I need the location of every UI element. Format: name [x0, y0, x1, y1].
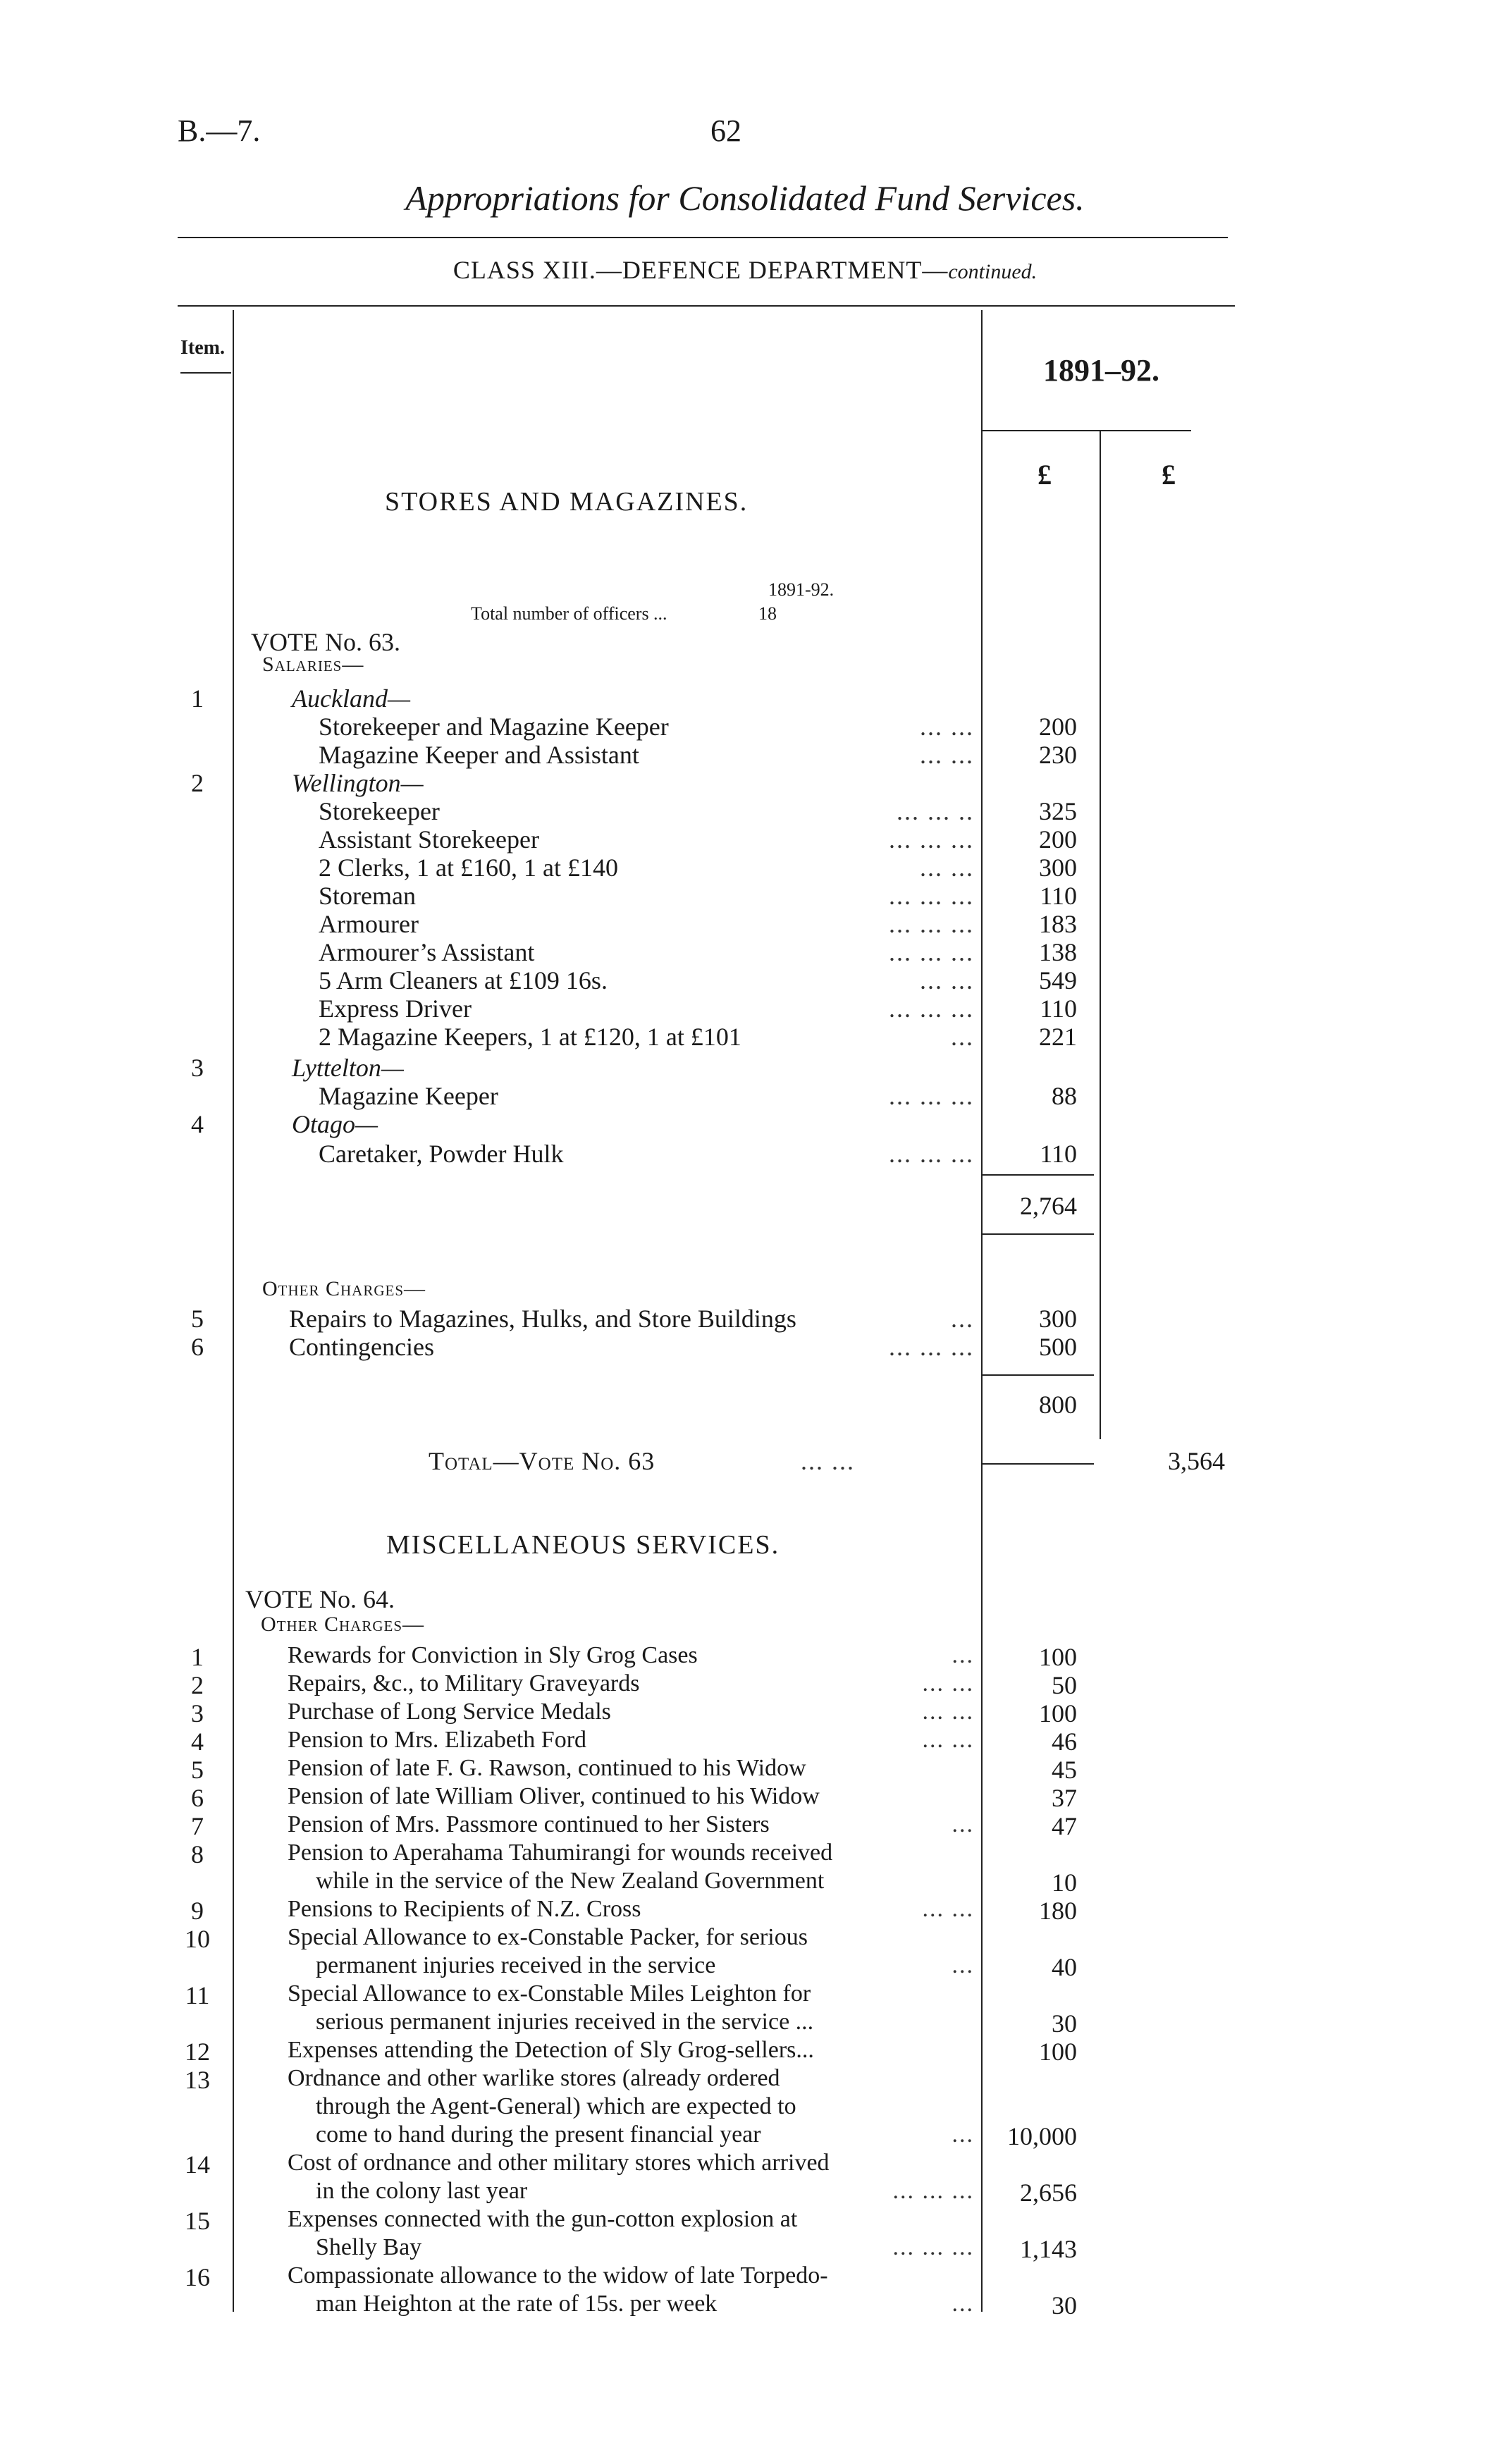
leader-dots: ... ...: [922, 1699, 974, 1725]
line-item-amount: 10,000: [1007, 2122, 1077, 2150]
stores-heading: STORES AND MAGAZINES.: [385, 487, 749, 517]
line-item-amount: 183: [1039, 910, 1077, 938]
line-item-description: while in the service of the New Zealand Government: [316, 1868, 825, 1894]
vote-63-label: VOTE No. 63.: [251, 628, 400, 656]
line-item-description: man Heighton at the rate of 15s. per week: [316, 2291, 718, 2317]
item-column-rule: [233, 310, 234, 2312]
item-number: 1: [191, 1643, 204, 1671]
line-item-description: Express Driver: [319, 994, 472, 1023]
line-item-description: Assistant Storekeeper: [319, 825, 539, 854]
item-number: 2: [191, 769, 204, 797]
item-number: 11: [185, 1981, 210, 2009]
leader-dots: ... ...: [922, 1727, 974, 1753]
leader-dots: ... ... ..: [897, 797, 974, 825]
line-item-description: Pension of Mrs. Passmore continued to her Sisters: [288, 1811, 770, 1837]
line-item-amount: 2,656: [1020, 2179, 1077, 2207]
line-item-amount: 200: [1039, 713, 1077, 741]
line-item-amount: 1,143: [1020, 2235, 1077, 2263]
total-column-rule: [1100, 431, 1101, 1439]
line-item-description: Pension of late William Oliver, continued to his Widow: [288, 1783, 820, 1809]
item-column-header: Item.: [180, 337, 225, 359]
line-item-description: Rewards for Conviction in Sly Grog Cases: [288, 1642, 698, 1668]
line-item-amount: 110: [1040, 1140, 1077, 1168]
line-item-description: Armourer: [319, 910, 419, 938]
line-item-description: Cost of ordnance and other military stores which arrived: [288, 2150, 830, 2176]
officers-year: 1891-92.: [768, 579, 835, 600]
line-item-description: Special Allowance to ex-Constable Miles Leighton for: [288, 1981, 811, 2007]
line-item-amount: 200: [1039, 825, 1077, 854]
line-item-amount: 325: [1039, 797, 1077, 825]
vote-63-total-dots: ... ...: [801, 1447, 855, 1475]
line-item-description: Repairs, &c., to Military Graveyards: [288, 1670, 640, 1696]
leader-dots: ... ... ...: [892, 2178, 974, 2204]
line-item-amount: 30: [1052, 2009, 1077, 2038]
line-item-amount: 45: [1052, 1756, 1077, 1784]
leader-dots: ...: [952, 1952, 974, 1978]
item-number: 7: [191, 1812, 204, 1840]
line-item-description: Expenses attending the Detection of Sly Grog-sellers...: [288, 2037, 814, 2063]
line-item-amount: 10: [1052, 1868, 1077, 1897]
line-item-description: Pension of late F. G. Rawson, continued to his Widow: [288, 1755, 806, 1781]
line-item-description: through the Agent-General) which are expected to: [316, 2093, 796, 2119]
station-heading: Otago—: [292, 1110, 378, 1138]
salaries-label: Salaries—: [262, 653, 364, 676]
title-rule: [178, 237, 1228, 238]
page-title: Appropriations for Consolidated Fund Services.: [405, 178, 1085, 218]
leader-dots: ... ... ...: [889, 882, 974, 910]
line-item-description: 2 Clerks, 1 at £160, 1 at £140: [319, 854, 618, 882]
leader-dots: ...: [951, 1305, 974, 1333]
misc-heading: MISCELLANEOUS SERVICES.: [386, 1530, 780, 1560]
item-number: 6: [191, 1784, 204, 1812]
line-item-description: Pensions to Recipients of N.Z. Cross: [288, 1896, 641, 1922]
line-item-description: in the colony last year: [316, 2178, 528, 2204]
pound-column-2: £: [1162, 459, 1176, 491]
leader-dots: ... ...: [922, 1670, 974, 1696]
line-item-amount: 300: [1039, 1305, 1077, 1333]
line-item-description: Storekeeper and Magazine Keeper: [319, 713, 669, 741]
leader-dots: ... ...: [920, 741, 974, 769]
line-item-description: serious permanent injuries received in the service ...: [316, 2009, 814, 2035]
line-item-amount: 180: [1039, 1897, 1077, 1925]
line-item-description: Shelly Bay: [316, 2234, 422, 2260]
line-item-amount: 100: [1039, 1643, 1077, 1671]
vote-63-total-rule: [981, 1463, 1094, 1465]
line-item-amount: 40: [1052, 1953, 1077, 1981]
line-item-amount: 138: [1039, 938, 1077, 966]
line-item-description: 5 Arm Cleaners at £109 16s.: [319, 966, 608, 994]
line-item-description: Magazine Keeper: [319, 1082, 498, 1110]
item-number: 3: [191, 1699, 204, 1727]
line-item-amount: 88: [1052, 1082, 1077, 1110]
document-reference: B.—7.: [178, 113, 261, 148]
line-item-description: Pension to Mrs. Elizabeth Ford: [288, 1727, 587, 1753]
table-top-rule: [178, 305, 1235, 307]
line-item-description: permanent injuries received in the service: [316, 1952, 716, 1978]
line-item-description: Special Allowance to ex-Constable Packer, for serious: [288, 1924, 808, 1950]
vote-63-total-label: Total—Vote No. 63: [429, 1447, 655, 1475]
item-number: 9: [191, 1897, 204, 1925]
line-item-amount: 50: [1052, 1671, 1077, 1699]
line-item-description: Caretaker, Powder Hulk: [319, 1140, 564, 1168]
item-number: 16: [185, 2263, 210, 2291]
line-item-description: Repairs to Magazines, Hulks, and Store Buildings: [289, 1305, 796, 1333]
other-subtotal-rule: [981, 1374, 1094, 1376]
page-number: 62: [710, 113, 741, 148]
station-heading: Lyttelton—: [292, 1054, 404, 1082]
item-header-rule: [180, 372, 231, 374]
salaries-subtotal: 2,764: [1020, 1192, 1077, 1220]
leader-dots: ... ... ...: [892, 2234, 974, 2260]
officers-count: 18: [758, 603, 777, 624]
item-number: 14: [185, 2150, 210, 2179]
line-item-amount: 500: [1039, 1333, 1077, 1361]
salaries-subtotal-rule: [981, 1174, 1094, 1176]
line-item-amount: 100: [1039, 2038, 1077, 2066]
line-item-description: Ordnance and other warlike stores (already ordered: [288, 2065, 780, 2091]
leader-dots: ... ... ...: [889, 1333, 974, 1361]
line-item-amount: 110: [1040, 994, 1077, 1023]
line-item-description: Compassionate allowance to the widow of late Torpedo-: [288, 2262, 828, 2289]
line-item-amount: 110: [1040, 882, 1077, 910]
item-number: 2: [191, 1671, 204, 1699]
line-item-description: Storeman: [319, 882, 416, 910]
line-item-description: Contingencies: [289, 1333, 434, 1361]
leader-dots: ... ...: [920, 966, 974, 994]
line-item-description: Magazine Keeper and Assistant: [319, 741, 639, 769]
item-number: 4: [191, 1110, 204, 1138]
item-number: 15: [185, 2207, 210, 2235]
leader-dots: ... ... ...: [889, 825, 974, 854]
item-number: 6: [191, 1333, 204, 1361]
leader-dots: ... ...: [920, 854, 974, 882]
item-number: 5: [191, 1305, 204, 1333]
class-heading: CLASS XIII.—DEFENCE DEPARTMENT—continued.: [452, 256, 1038, 284]
year-column-header: 1891–92.: [1043, 353, 1159, 388]
line-item-amount: 230: [1039, 741, 1077, 769]
item-number: 3: [191, 1054, 204, 1082]
item-number: 13: [185, 2066, 210, 2094]
line-item-description: Storekeeper: [319, 797, 440, 825]
vote-63-total: 3,564: [1168, 1447, 1225, 1475]
leader-dots: ... ...: [920, 713, 974, 741]
leader-dots: ...: [952, 2291, 974, 2317]
station-heading: Auckland—: [292, 684, 410, 713]
line-item-amount: 37: [1052, 1784, 1077, 1812]
item-number: 10: [185, 1925, 210, 1953]
amount-column-rule: [981, 310, 983, 2312]
line-item-description: 2 Magazine Keepers, 1 at £120, 1 at £101: [319, 1023, 741, 1051]
leader-dots: ... ... ...: [889, 910, 974, 938]
line-item-amount: 221: [1039, 1023, 1077, 1051]
line-item-amount: 549: [1039, 966, 1077, 994]
leader-dots: ... ... ...: [889, 1140, 974, 1168]
leader-dots: ... ...: [922, 1896, 974, 1922]
other-subtotal: 800: [1039, 1391, 1077, 1419]
vote-64-label: VOTE No. 64.: [245, 1585, 395, 1613]
line-item-amount: 47: [1052, 1812, 1077, 1840]
item-number: 1: [191, 684, 204, 713]
officers-label: Total number of officers ...: [471, 603, 667, 624]
pound-column-1: £: [1038, 459, 1052, 491]
leader-dots: ...: [952, 2121, 974, 2148]
leader-dots: ...: [951, 1023, 974, 1051]
leader-dots: ... ... ...: [889, 994, 974, 1023]
year-header-rule: [981, 430, 1191, 431]
station-heading: Wellington—: [292, 769, 424, 797]
line-item-description: Purchase of Long Service Medals: [288, 1699, 611, 1725]
line-item-amount: 46: [1052, 1727, 1077, 1756]
item-number: 12: [185, 2038, 210, 2066]
line-item-description: Armourer’s Assistant: [319, 938, 535, 966]
misc-other-charges-label: Other Charges—: [261, 1613, 425, 1636]
item-number: 5: [191, 1756, 204, 1784]
line-item-description: come to hand during the present financial year: [316, 2121, 761, 2148]
salaries-subtotal-underline: [981, 1233, 1094, 1235]
leader-dots: ... ... ...: [889, 1082, 974, 1110]
leader-dots: ...: [952, 1811, 974, 1837]
line-item-amount: 30: [1052, 2291, 1077, 2320]
line-item-amount: 100: [1039, 1699, 1077, 1727]
item-number: 8: [191, 1840, 204, 1868]
leader-dots: ... ... ...: [889, 938, 974, 966]
leader-dots: ...: [952, 1642, 974, 1668]
line-item-amount: 300: [1039, 854, 1077, 882]
line-item-description: Pension to Aperahama Tahumirangi for wounds received: [288, 1840, 833, 1866]
line-item-description: Expenses connected with the gun-cotton explosion at: [288, 2206, 798, 2232]
other-charges-label: Other Charges—: [262, 1277, 426, 1300]
item-number: 4: [191, 1727, 204, 1756]
